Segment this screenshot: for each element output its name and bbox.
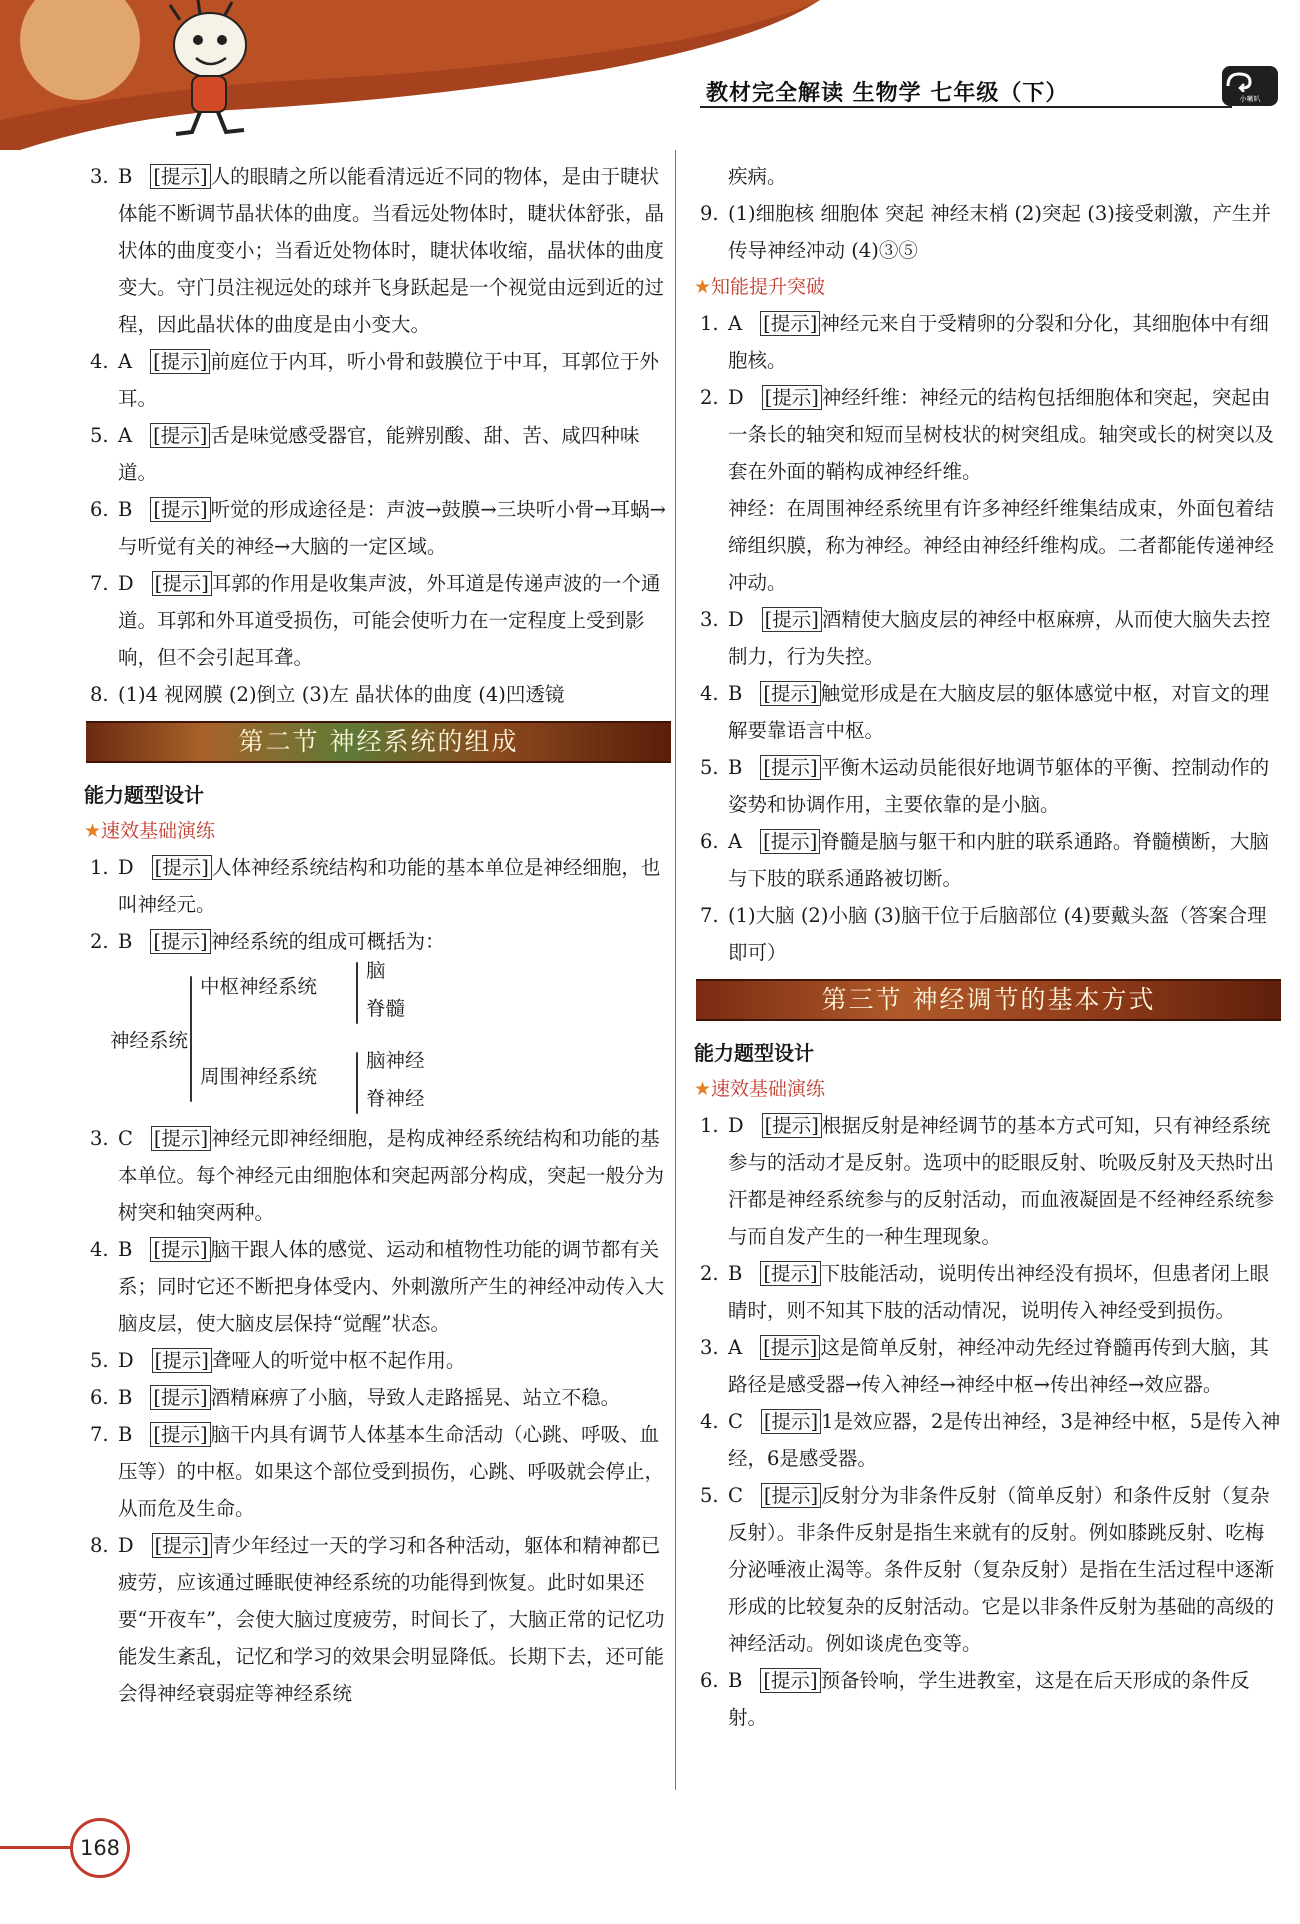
answer-item: 4. B [提示] 触觉形成是在大脑皮层的躯体感觉中枢，对盲文的理解要靠语言中枢。 — [700, 682, 1270, 742]
star-icon: ★ — [84, 820, 102, 842]
answer-item: 3. C [提示] 神经元即神经细胞，是构成神经系统结构和功能的基本单位。每个神经元由细胞体和突起两部分构成，突起一般分为树突和轴突两种。 — [90, 1127, 665, 1224]
tree-spinal-nerve: 脊神经 — [366, 1087, 425, 1110]
answer-item: 6. A [提示] 脊髓是脑与躯干和内脏的联系通路。脊髓横断，大脑与下肢的联系通路被切断。 — [700, 830, 1269, 890]
page-header — [0, 0, 1300, 150]
brace-icon — [356, 1052, 358, 1114]
answer-item: 1. A [提示] 神经元来自于受精卵的分裂和分化，其细胞体中有细胞核。 — [700, 312, 1269, 372]
column-divider — [675, 150, 676, 1790]
answer-item: 4. B [提示] 脑干跟人体的感觉、运动和植物性功能的调节都有关系；同时它还不断把身体受内、外刺激所产生的神经冲动传入大脑皮层，使大脑皮层保持“觉醒”状态。 — [90, 1238, 665, 1335]
nerve-paragraph: 神经：在周围神经系统里有许多神经纤维集结成束，外面包着结缔组织膜，称为神经。神经由神经纤维构成。二者都能传递神经冲动。 — [728, 497, 1275, 594]
brace-icon — [356, 962, 358, 1024]
loop-arrow-icon — [1222, 70, 1256, 92]
answer-item: 3. B [提示] 人的眼睛之所以能看清远近不同的物体，是由于睫状体能不断调节晶状体的曲度。当看远处物体时，睫状体舒张，晶状体的曲度变小；当看近处物体时，睫状体收缩，晶状体的曲度变大。守门员注视远处的球并飞身跃起是一个视觉由远到近的过程，因此晶状体的曲度是由小变大。 — [90, 165, 665, 336]
nervous-system-tree — [90, 960, 672, 1120]
answer-item: 6. B [提示] 听觉的形成途径是：声波→鼓膜→三块听小骨→耳蜗→与听觉有关的神经→大脑的一定区域。 — [90, 498, 666, 558]
answer-item: 4. C [提示] 1是效应器，2是传出神经，3是神经中枢，5是传入神经，6是感受器。 — [700, 1410, 1281, 1470]
answer-item: 6. B [提示] 预备铃响，学生进教室，这是在后天形成的条件反射。 — [700, 1669, 1250, 1729]
star-heading-2: ★知能提升突破 — [694, 276, 826, 298]
answer-item: 5. C [提示] 反射分为非条件反射（简单反射）和条件反射（复杂反射）。非条件反射是指生来就有的反射。例如膝跳反射、吃梅分泌唾液止渴等。条件反射（复杂反射）是指在生活过程中逐渐形成的比较复杂的反射活动。它是以非条件反射为基础的高级的神经活动。例如谈虎色变等。 — [700, 1484, 1275, 1655]
answer-item: 5. B [提示] 平衡木运动员能很好地调节躯体的平衡、控制动作的姿势和协调作用，主要依靠的是小脑。 — [700, 756, 1270, 816]
page-number-line — [0, 1846, 75, 1849]
right-column — [694, 158, 1282, 1736]
sub-heading: 能力题型设计 — [694, 1041, 814, 1065]
answer-item: 8. D [提示] 青少年经过一天的学习和各种活动，躯体和精神都已疲劳，应该通过睡眠使神经系统的功能得到恢复。此时如果还要“开夜车”，会使大脑过度疲劳，时间长了，大脑正常的记忆功能发生紊乱，记忆和学习的效果会明显降低。长期下去，还可能会得神经衰弱症等神经系统 — [90, 1534, 665, 1705]
answer-item: 9. (1)细胞核 细胞体 突起 神经末梢 (2)突起 (3)接受刺激，产生并传导神经冲动 (4)③⑤ — [700, 202, 1271, 262]
star-heading: ★速效基础演练 — [694, 1078, 826, 1100]
tree-brain: 脑 — [366, 959, 386, 982]
answer-item: 1. D [提示] 人体神经系统结构和功能的基本单位是神经细胞，也叫神经元。 — [90, 856, 661, 916]
section-2-banner: 第二节 神经系统的组成 — [86, 721, 671, 763]
continued-text: 疾病。 — [728, 165, 787, 188]
tree-central: 中枢神经系统 — [200, 975, 318, 998]
tree-root: 神经系统 — [110, 1029, 189, 1052]
answer-item: 2. B [提示] 下肢能活动，说明传出神经没有损坏，但患者闭上眼睛时，则不知其下肢的活动情况，说明传入神经受到损伤。 — [700, 1262, 1270, 1322]
answer-item: 5. A [提示] 舌是味觉感受器官，能辨别酸、甜、苦、咸四种味道。 — [90, 424, 640, 484]
brace-icon — [190, 976, 192, 1102]
answer-item: 2. D [提示] 神经纤维：神经元的结构包括细胞体和突起，突起由一条长的轴突和短而呈树枝状的树突组成。轴突或长的树突以及套在外面的鞘构成神经纤维。 — [700, 386, 1275, 483]
answer-item: 3. A [提示] 这是简单反射，神经冲动先经过脊髓再传到大脑，其路径是感受器→传入神经→神经中枢→传出神经→效应器。 — [700, 1336, 1269, 1396]
answer-item: 5. D [提示] 聋哑人的听觉中枢不起作用。 — [90, 1349, 466, 1372]
tree-cranial-nerve: 脑神经 — [366, 1049, 425, 1072]
star-icon: ★ — [694, 276, 712, 298]
answer-item: 7. D [提示] 耳郭的作用是收集声波，外耳道是传递声波的一个通道。耳郭和外耳道受损伤，可能会使听力在一定程度上受到影响，但不会引起耳聋。 — [90, 572, 661, 669]
answer-item: 4. A [提示] 前庭位于内耳，听小骨和鼓膜位于中耳，耳郭位于外耳。 — [90, 350, 659, 410]
logo-text: 小喇叭 — [1239, 95, 1261, 103]
header-title: 教材完全解读 生物学 七年级（下） — [706, 81, 1069, 106]
section-3-banner: 第三节 神经调节的基本方式 — [696, 979, 1281, 1021]
answer-item: 7. B [提示] 脑干内具有调节人体基本生命活动（心跳、呼吸、血压等）的中枢。如果这个部位受到损伤，心跳、呼吸就会停止，从而危及生命。 — [90, 1423, 665, 1520]
header-rule — [700, 106, 1232, 108]
answer-item: 8. (1)4 视网膜 (2)倒立 (3)左 晶状体的曲度 (4)凹透镜 — [90, 683, 565, 706]
page-number: 168 — [70, 1818, 130, 1878]
publisher-logo — [1222, 66, 1278, 106]
answer-item: 2. B [提示] 神经系统的组成可概括为： — [90, 930, 445, 953]
tree-spinal-cord: 脊髓 — [366, 997, 406, 1020]
left-items-s2b — [90, 1120, 672, 1712]
left-items-top — [90, 158, 672, 713]
answer-item: 3. D [提示] 酒精使大脑皮层的神经中枢麻痹，从而使大脑失去控制力，行为失控。 — [700, 608, 1271, 668]
answer-item: 1. D [提示] 根据反射是神经调节的基本方式可知，只有神经系统参与的活动才是反射。选项中的眨眼反射、吮吸反射及天热时出汗都是神经系统参与的反射活动，而血液凝固是不经神经系统参与而自发产生的一种生理现象。 — [700, 1114, 1275, 1248]
answer-item: 7. (1)大脑 (2)小脑 (3)脑干位于后脑部位 (4)要戴头盔（答案合理即可） — [700, 904, 1267, 964]
header-decoration — [0, 0, 1300, 150]
star-heading: ★速效基础演练 — [84, 820, 216, 842]
tree-peripheral: 周围神经系统 — [200, 1065, 318, 1088]
answer-item: 6. B [提示] 酒精麻痹了小脑，导致人走路摇晃、站立不稳。 — [90, 1386, 621, 1409]
star-icon: ★ — [694, 1078, 712, 1100]
left-column — [84, 158, 672, 1712]
sub-heading: 能力题型设计 — [84, 783, 204, 807]
